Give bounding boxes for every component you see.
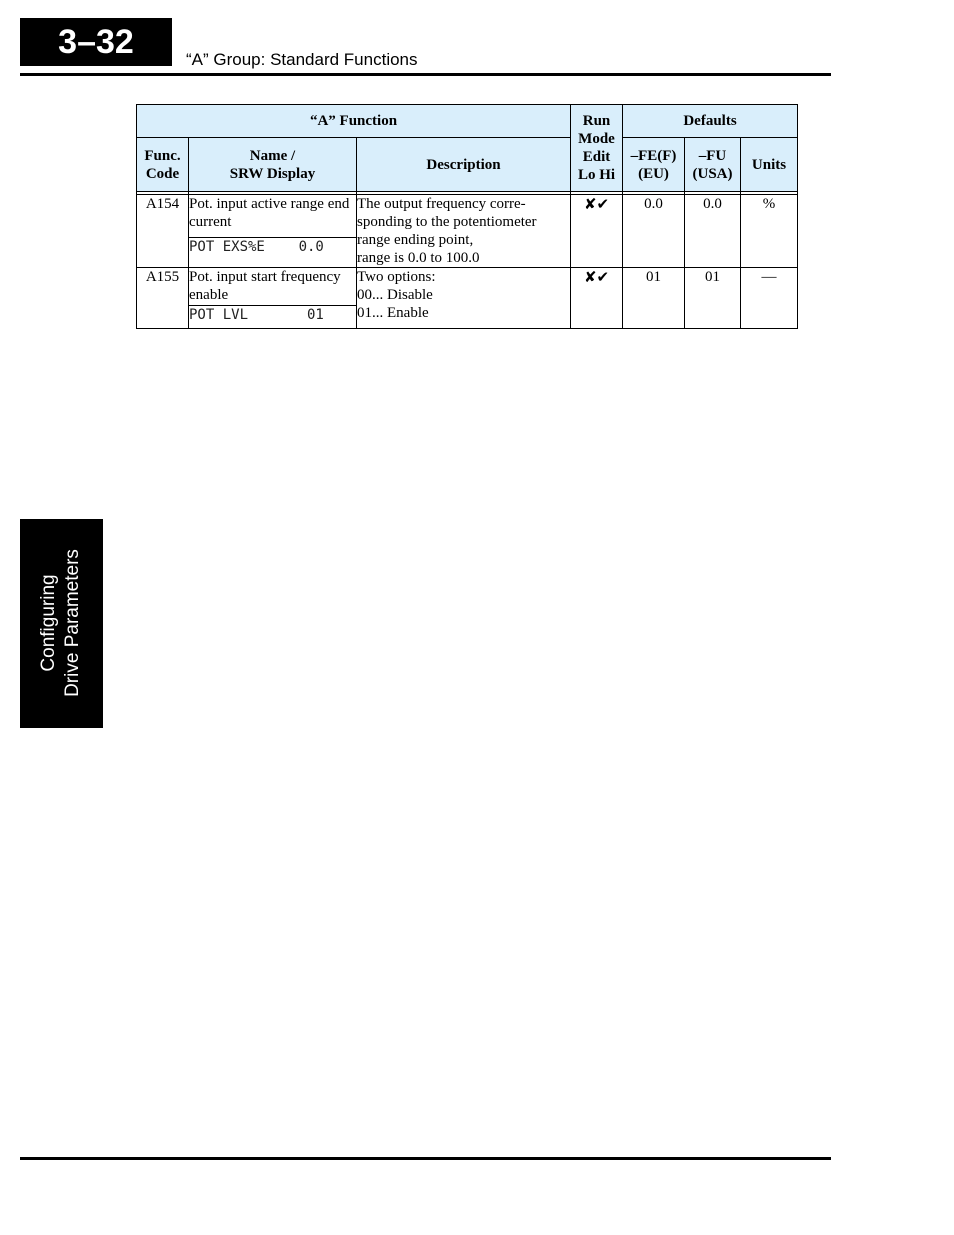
description-header: Description (357, 138, 571, 192)
defaults-header: Defaults (623, 105, 798, 138)
units: % (741, 195, 798, 268)
table-row (137, 195, 798, 238)
function-group-header: “A” Function (137, 105, 571, 138)
units: — (741, 268, 798, 329)
default-fe: 01 (623, 268, 685, 329)
side-tab-label: Configuring Drive Parameters (38, 549, 83, 697)
side-section-tab (20, 519, 103, 728)
default-fu: 01 (685, 268, 741, 329)
table-row (137, 268, 798, 306)
run-mode-edit: ✘✔ (571, 268, 623, 329)
func-code: A154 (137, 195, 189, 268)
parameter-table (136, 104, 798, 329)
srw-display: POT EXS%E 0.0 (189, 237, 357, 267)
header-rule (20, 73, 831, 76)
units-header: Units (741, 138, 798, 192)
page-number: 3–32 (20, 18, 172, 66)
func-code-header: Func. Code (137, 138, 189, 192)
page-header-title: “A” Group: Standard Functions (186, 50, 418, 69)
function-name: Pot. input active range end current (189, 195, 357, 238)
function-name: Pot. input start frequency enable (189, 268, 357, 306)
fu-default-header: –FU (USA) (685, 138, 741, 192)
run-mode-header: Run Mode Edit Lo Hi (571, 105, 623, 192)
name-header: Name / SRW Display (189, 138, 357, 192)
function-description: The output frequency corre- sponding to the potentiometer range ending point, range is 0.0 to 100.0 (357, 195, 571, 268)
default-fe: 0.0 (623, 195, 685, 268)
default-fu: 0.0 (685, 195, 741, 268)
footer-rule (20, 1157, 831, 1160)
fe-default-header: –FE(F) (EU) (623, 138, 685, 192)
function-description: Two options: 00... Disable 01... Enable (357, 268, 571, 329)
run-mode-edit: ✘✔ (571, 195, 623, 268)
func-code: A155 (137, 268, 189, 329)
srw-display: POT LVL 01 (189, 306, 357, 329)
